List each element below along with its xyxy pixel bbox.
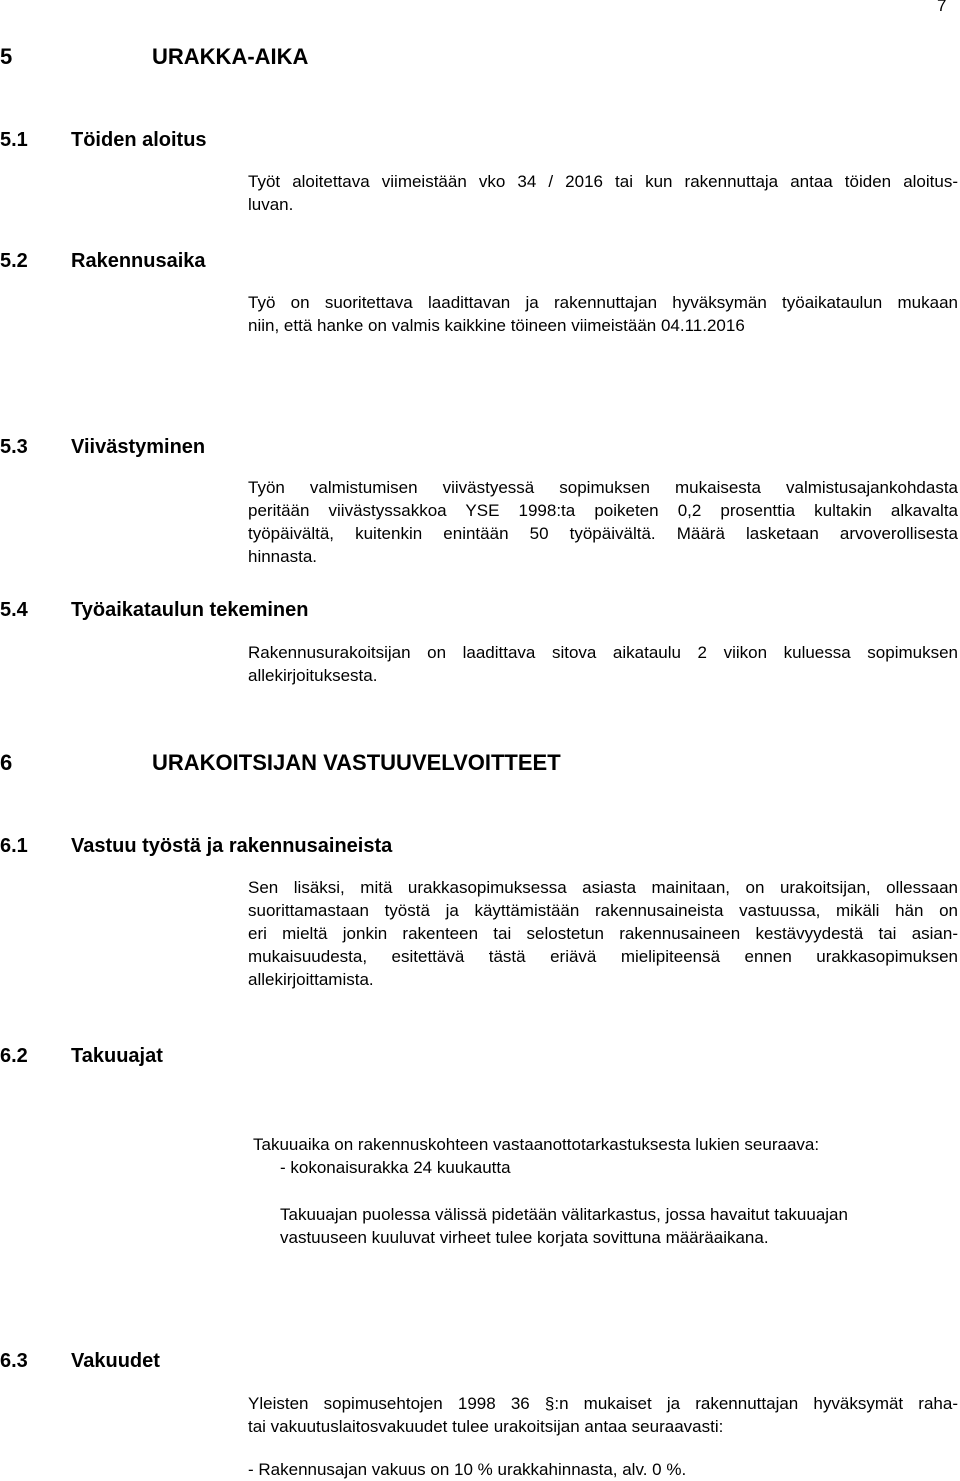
paragraph-line: työpäivältä, kuitenkin enintään 50 työpäivältä. Määrä lasketaan arvoverollisesta xyxy=(248,524,958,543)
paragraph-line: suorittamastaan työstä ja käyttämistään rakennusaineista vastuussa, mikäli hän on xyxy=(248,901,958,920)
section-title: Vakuudet xyxy=(71,1350,160,1372)
section-number: 5.3 xyxy=(0,436,28,458)
chapter-number: 6 xyxy=(0,750,13,775)
paragraph-line: Työn valmistumisen viivästyessä sopimuksen mukaisesta valmistusajankohdasta xyxy=(248,478,958,497)
paragraph-line: hinnasta. xyxy=(248,547,317,566)
section-paragraph xyxy=(248,876,958,991)
list-item: - Rakennusajan vakuus on 10 % urakkahinnasta, alv. 0 %. xyxy=(248,1460,687,1479)
section-number: 5.4 xyxy=(0,599,28,621)
paragraph-line: luvan. xyxy=(248,195,294,214)
paragraph-line: peritään viivästyssakkoa YSE 1998:ta poiketen 0,2 prosenttia kultakin alkavalta xyxy=(248,501,958,520)
paragraph-line: eri mieltä jonkin rakenteen tai selostetun rakennusaineen kestävyydestä tai asian- xyxy=(248,924,958,943)
paragraph-line: mukaisuudesta, esitettävä tästä eriävä mielipiteensä ennen urakkasopimuksen xyxy=(248,947,958,966)
section-title: Rakennusaika xyxy=(71,250,206,272)
section-paragraph xyxy=(248,170,958,216)
paragraph-line: Yleisten sopimusehtojen 1998 36 §:n mukaiset ja rakennuttajan hyväksymät raha- xyxy=(248,1394,958,1413)
paragraph-line: Sen lisäksi, mitä urakkasopimuksessa asiasta mainitaan, on urakoitsijan, ollessaan xyxy=(248,878,958,897)
paragraph-line: tai vakuutuslaitosvakuudet tulee urakoitsijan antaa seuraavasti: xyxy=(248,1417,724,1436)
paragraph-line: Takuuajan puolessa välissä pidetään välitarkastus, jossa havaitut takuuajan xyxy=(280,1205,848,1224)
section-paragraph xyxy=(248,291,958,337)
paragraph-line: vastuuseen kuuluvat virheet tulee korjata sovittuna määräaikana. xyxy=(280,1228,769,1247)
paragraph-line: allekirjoittamista. xyxy=(248,970,374,989)
paragraph-line: Työt aloitettava viimeistään vko 34 / 2016 tai kun rakennuttaja antaa töiden aloitus- xyxy=(248,172,958,191)
section-paragraph xyxy=(248,641,958,687)
section-title: Töiden aloitus xyxy=(71,129,207,151)
section-title: Työaikataulun tekeminen xyxy=(71,599,309,621)
paragraph-line: Työ on suoritettava laadittavan ja rakennuttajan hyväksymän työaikataulun mukaan xyxy=(248,293,958,312)
section-number: 6.2 xyxy=(0,1045,28,1067)
section-paragraph xyxy=(280,1203,930,1249)
warranty-item: - kokonaisurakka 24 kuukautta xyxy=(280,1158,511,1177)
section-number: 5.2 xyxy=(0,250,28,272)
section-paragraph xyxy=(248,1392,958,1438)
section-number: 6.1 xyxy=(0,835,28,857)
page-number: 7 xyxy=(937,0,947,15)
section-number: 6.3 xyxy=(0,1350,28,1372)
warranty-intro: Takuuaika on rakennuskohteen vastaanottotarkastuksesta lukien seuraava: xyxy=(253,1135,820,1154)
section-title: Takuuajat xyxy=(71,1045,163,1067)
paragraph-line: niin, että hanke on valmis kaikkine töineen viimeistään 04.11.2016 xyxy=(248,316,745,335)
chapter-title: URAKOITSIJAN VASTUUVELVOITTEET xyxy=(152,750,561,775)
section-paragraph xyxy=(248,476,958,568)
chapter-title: URAKKA-AIKA xyxy=(152,44,309,69)
section-number: 5.1 xyxy=(0,129,28,151)
chapter-number: 5 xyxy=(0,44,13,69)
paragraph-line: allekirjoituksesta. xyxy=(248,666,378,685)
section-title: Vastuu työstä ja rakennusaineista xyxy=(71,835,393,857)
section-title: Viivästyminen xyxy=(71,436,206,458)
paragraph-line: Rakennusurakoitsijan on laadittava sitova aikataulu 2 viikon kuluessa sopimuksen xyxy=(248,643,958,662)
